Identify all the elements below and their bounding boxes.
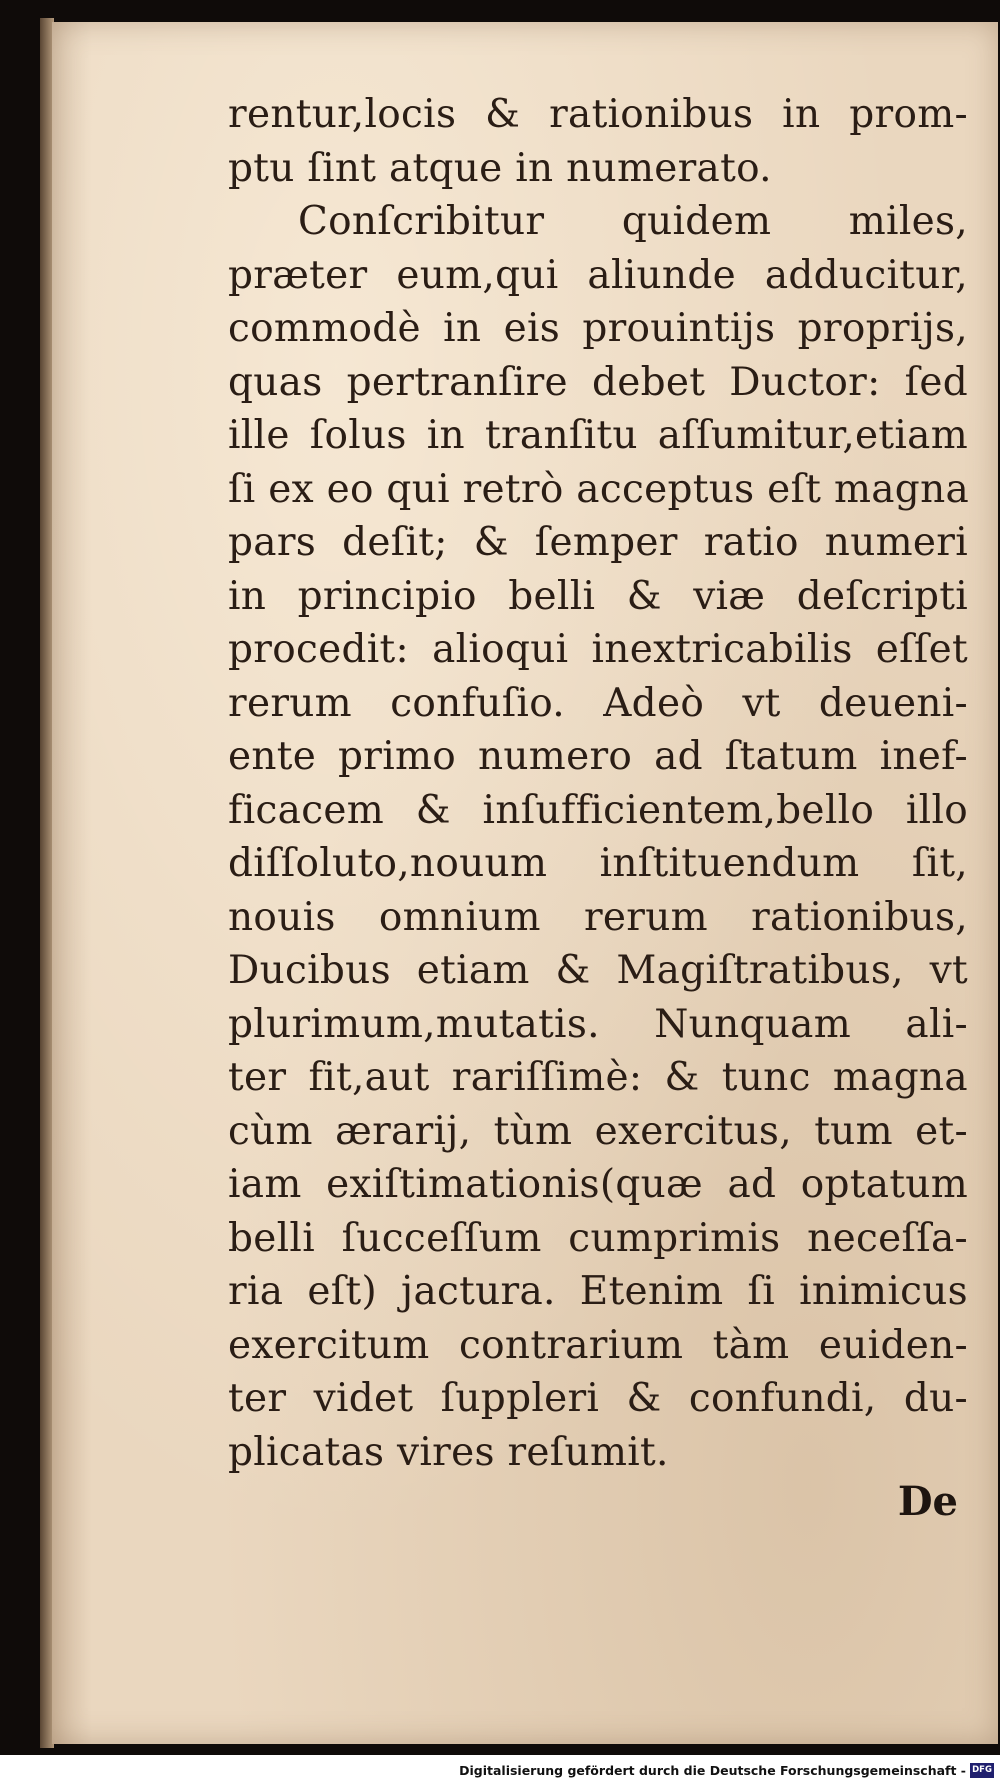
- page-text: [228, 88, 968, 1479]
- text-line: Conſcribitur quidem miles,: [298, 199, 968, 244]
- text-line: ptu ſint atque in numerato.: [228, 145, 772, 191]
- text-line: plurimum,mutatis. Nunquam ali-: [228, 1001, 968, 1047]
- text-line: procedit: alioqui inextricabilis eſſet: [228, 627, 968, 672]
- text-line: ſi ex eo qui retrò acceptus eſt magna: [228, 466, 970, 512]
- digitization-footer: [0, 1755, 1000, 1785]
- text-line: commodè in eis prouintijs proprijs,: [228, 306, 968, 351]
- catchword: De: [897, 1478, 958, 1525]
- text-line: ter fit,aut rariſſimè: & tunc magna: [228, 1055, 968, 1100]
- text-line: ente primo numero ad ſtatum inef-: [228, 734, 968, 779]
- funding-credit: Digitalisierung gefördert durch die Deutsche Forschungsgemeinschaft -: [459, 1763, 966, 1778]
- text-line: exercitum contrarium tàm euiden-: [228, 1322, 968, 1368]
- text-line: plicatas vires reſumit.: [228, 1429, 669, 1475]
- text-line: pars deſit; & ſemper ratio numeri: [228, 520, 968, 565]
- text-line: diſſoluto,nouum inſtituendum ſit,: [228, 841, 968, 886]
- dfg-logo: DFG: [970, 1763, 994, 1778]
- text-line: cùm ærarij, tùm exercitus, tum et-: [228, 1108, 968, 1154]
- text-line: ille ſolus in tranſitu aſſumitur,etiam: [228, 413, 968, 458]
- text-line: quas pertranſire debet Ductor: ſed: [228, 359, 968, 405]
- text-line: ter videt ſuppleri & confundi, du-: [228, 1376, 968, 1421]
- text-line: Ducibus etiam & Magiſtratibus, vt: [228, 948, 968, 993]
- text-line: præter eum,qui aliunde adducitur,: [228, 252, 968, 298]
- text-line: nouis omnium rerum rationibus,: [228, 894, 968, 940]
- text-line: iam exiſtimationis(quæ ad optatum: [228, 1162, 968, 1207]
- text-line: ficacem & inſufficientem,bello illo: [228, 787, 968, 833]
- text-line: ria eſt) jactura. Etenim ſi inimicus: [228, 1269, 968, 1314]
- text-line: rentur,locis & rationibus in prom-: [228, 92, 968, 137]
- text-line: belli ſucceſſum cumprimis neceſſa-: [228, 1215, 968, 1261]
- text-line: rerum confuſio. Adeò vt deueni-: [228, 680, 968, 726]
- text-line: in principio belli & viæ deſcripti: [228, 573, 968, 619]
